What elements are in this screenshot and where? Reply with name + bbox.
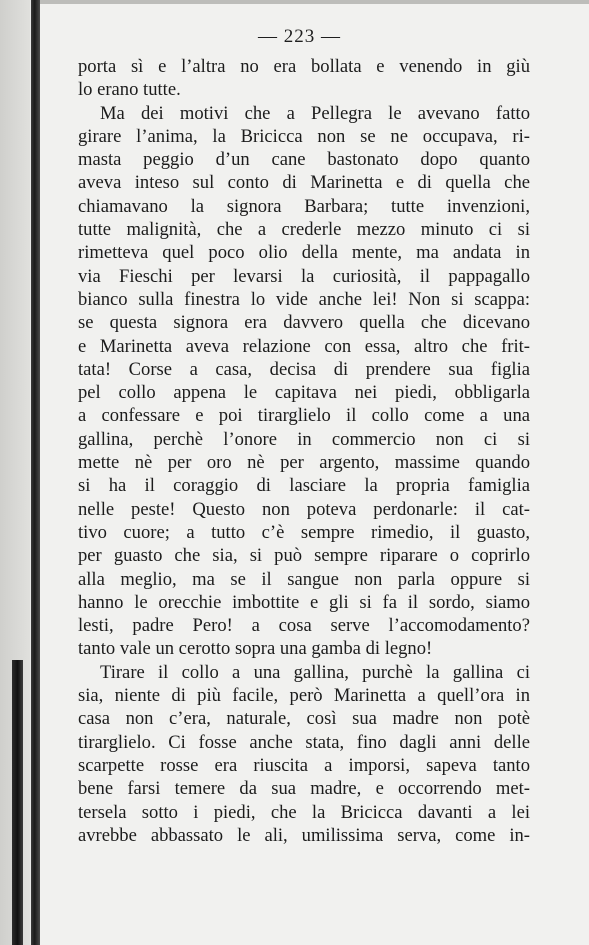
text-line: pel collo appena le capitava nei piedi, obbligarla xyxy=(78,382,530,404)
text-line: lesti, padre Pero! a cosa serve l’accomodamento? xyxy=(78,615,530,637)
text-line: chiamavano la signora Barbara; tutte invenzioni, xyxy=(78,195,530,217)
text-line: rimetteva quel poco olio della mente, ma andata in xyxy=(78,242,530,264)
page-number: — 223 — xyxy=(258,26,341,47)
text-line: bene farsi temere da sua madre, e occorrendo met- xyxy=(78,778,530,800)
text-line: e Marinetta aveva relazione con essa, altro che frit- xyxy=(78,335,530,357)
text-line: Tirare il collo a una gallina, purchè la gallina ci xyxy=(100,661,530,683)
text-line: tutte malignità, che a crederle mezzo minuto ci si xyxy=(78,219,530,241)
text-line: sia, niente di più facile, però Marinetta a quell’ora in xyxy=(78,685,530,707)
text-line: avrebbe abbassato le ali, umilissima serva, come in- xyxy=(78,824,530,846)
text-line: aveva inteso sul conto di Marinetta e di quella che xyxy=(78,172,530,194)
text-line: tirarglielo. Ci fosse anche stata, fino dagli anni delle xyxy=(78,731,530,753)
text-line: hanno le orecchie imbottite e gli si fa il sordo, siamo xyxy=(78,591,530,613)
text-line: nelle peste! Questo non poteva perdonarle: il cat- xyxy=(78,498,530,520)
text-line: tata! Corse a casa, decisa di prendere sua figlia xyxy=(78,358,530,380)
binding-shadow-lower xyxy=(12,660,23,945)
text-line: tanto vale un cerotto sopra una gamba di legno! xyxy=(78,638,433,660)
text-line: lo erano tutte. xyxy=(78,79,181,101)
text-line: tersela sotto i piedi, che la Bricicca davanti a lei xyxy=(78,801,530,823)
text-line: porta sì e l’altra no era bollata e venendo in giù xyxy=(78,56,530,77)
text-line: a confessare e poi tirarglielo il collo come a una xyxy=(78,405,530,427)
text-line: casa non c’era, naturale, così sua madre non potè xyxy=(78,708,530,730)
text-line: se questa signora era davvero quella che dicevano xyxy=(78,312,530,334)
text-line: via Fieschi per levarsi la curiosità, il pappagallo xyxy=(78,265,530,287)
text-line: tivo cuore; a tutto c’è sempre rimedio, il guasto, xyxy=(78,521,530,543)
text-line: masta peggio d’un cane bastonato dopo quanto xyxy=(78,149,530,171)
text-line: per guasto che sia, si può sempre riparare o coprirlo xyxy=(78,545,530,567)
text-line: si ha il coraggio di lasciare la propria famiglia xyxy=(78,475,530,497)
binding-shadow xyxy=(31,0,40,945)
text-line: scarpette rosse era riuscita a imporsi, sapeva tanto xyxy=(78,754,530,776)
text-line: Ma dei motivi che a Pellegra le avevano fatto xyxy=(100,102,530,124)
text-line: girare l’anima, la Bricicca non se ne occupava, ri- xyxy=(78,125,530,147)
top-edge xyxy=(40,0,589,4)
text-line: bianco sulla finestra lo vide anche lei! Non si scappa: xyxy=(78,288,530,310)
text-line: gallina, perchè l’onore in commercio non ci si xyxy=(78,428,530,450)
body-text xyxy=(78,55,530,847)
text-line: alla meglio, ma se il sangue non parla oppure si xyxy=(78,568,530,590)
text-line: mette nè per oro nè per argento, massime quando xyxy=(78,452,530,474)
